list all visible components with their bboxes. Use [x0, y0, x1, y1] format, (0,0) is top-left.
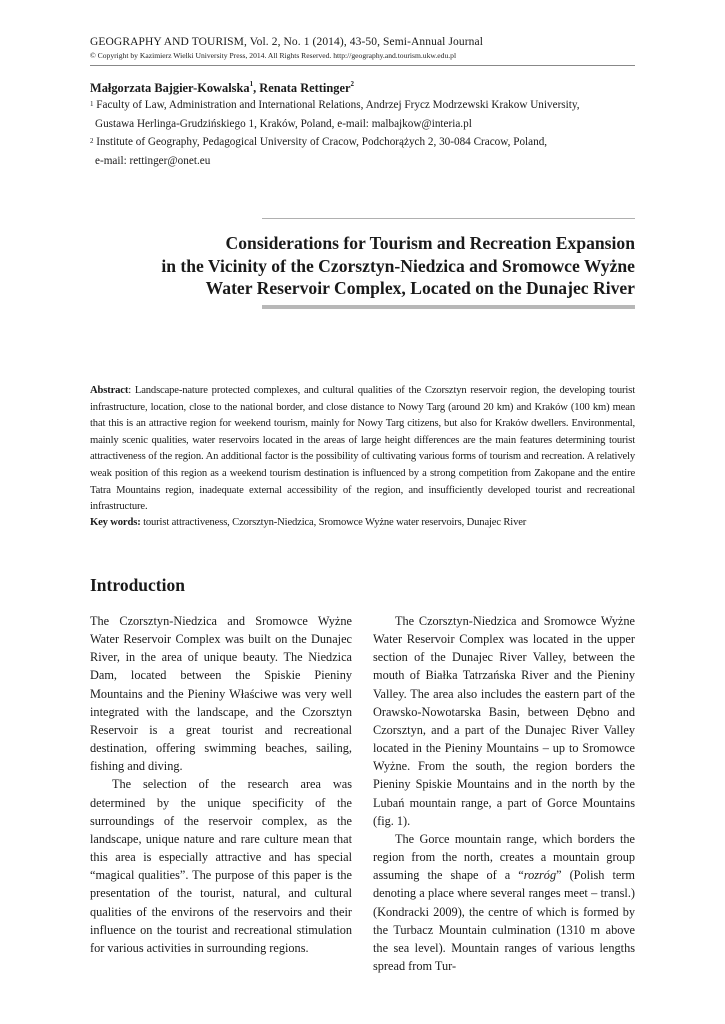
affiliation-1-number: 1 [90, 100, 94, 108]
left-column [90, 612, 352, 957]
keywords-label: Key words: [90, 517, 141, 528]
title-bottom-rule [262, 305, 635, 309]
affiliation-1 [90, 96, 650, 134]
author-1-sup: 1 [249, 80, 254, 88]
paragraph-part: The Gorce mountain range, which borders the region from the north, creates a mountain group assuming the shape of a “ [373, 831, 635, 883]
copyright-line: © Copyright by Kazimierz Wielki University Press, 2014. All Rights Reserved. http://geography.and.tourism.ukw.edu.pl [90, 51, 457, 60]
paragraph-part: ” (Polish term denoting a place where several ranges meet – transl.) (Kondracki 2009), the centre of which is formed by the Turbacz Mountain culmination (1310 m above the sea level). Mountain ranges of various lengths spread from Tur- [373, 868, 635, 973]
affiliation-1-line-2: Gustawa Herlinga-Grudzińskiego 1, Kraków, Poland, e-mail: malbajkow@interia.pl [95, 118, 472, 130]
title-line-2: in the Vicinity of the Czorsztyn-Niedzica and Sromowce Wyżne [161, 255, 635, 276]
emphasis-term: rozróg [523, 868, 557, 883]
right-column [373, 612, 635, 975]
abstract-label: Abstract [90, 385, 129, 396]
affiliation-2-number: 2 [90, 137, 94, 145]
paragraph [373, 830, 635, 975]
author-2: Renata Rettinger [259, 81, 351, 95]
abstract-text: : Landscape-nature protected complexes, and cultural qualities of the Czorsztyn reservoir region, the developing tourist infrastructure, location, close to the national border, and close distance to Nowy Targ (around 20 km) and Kraków (100 km) mean that this is an attractive region for weekend tourism, mainly for Nowy Targ citizens, but also for Kraków dwellers. Environmental, mainly scenic qualities, water reservoirs located in the areas of large height differences are the main features determining tourist attractiveness of the region. An additional factor is the possibility of cultivating various forms of tourism and recreation. A relatively weak position of this region as a weekend tourism destination is influenced by a strong competition from Zakopane and the entire Tatra Mountains region, inadequate external accessibility of the region, and insufficiently developed tourist and recreational infrastructure. [90, 385, 635, 513]
header-divider [90, 65, 635, 66]
author-list [90, 81, 354, 96]
section-heading-introduction: Introduction [90, 575, 185, 595]
title-line-1: Considerations for Tourism and Recreation Expansion [225, 233, 635, 253]
paper-title [115, 232, 635, 300]
affiliation-2 [90, 133, 650, 171]
affiliation-1-line-1: Faculty of Law, Administration and International Relations, Andrzej Frycz Modrzewski Krakow University, [96, 99, 580, 111]
keywords [90, 517, 635, 528]
author-1: Małgorzata Bajgier-Kowalska [90, 81, 250, 95]
paragraph: The Czorsztyn-Niedzica and Sromowce Wyżne Water Reservoir Complex was located in the upper section of the Dunajec River Valley, between the mouth of Białka Tatrzańska River and the Pieniny Valley. The area also includes the eastern part of the Orawsko-Nowotarska Basin, between Dębno and Czorsztyn, and a part of the Dunajec River Valley located in the Pieniny Mountains – up to Sromowce Wyżne. From the south, the region borders the Pieniny Spiskie Mountains and in the north by the Lubań mountain range, a part of Gorce Mountains (fig. 1). [373, 614, 635, 828]
abstract [90, 383, 635, 516]
paragraph: The Czorsztyn-Niedzica and Sromowce Wyżne Water Reservoir Complex was built on the Dunajec River, in the area of unique beauty. The Niedzica Dam, located between the Spiskie Pieniny Mountains and the Pieniny Właściwe was very well integrated with the landscape, and the Czorsztyn Reservoir is a great tourist and recreational destination, offering swimming beaches, sailing, fishing and diving. [90, 614, 352, 774]
paragraph: The selection of the research area was determined by the unique specificity of the surroundings of the reservoir complex, as the landscape, unique nature and rare culture mean that this area is especially attractive and has special “magical qualities”. The purpose of this paper is the presentation of the tourist, natural, and cultural qualities of the environs of the reservoirs and their influence on the tourist and recreational stimulation for various activities in surrounding regions. [90, 777, 352, 955]
author-separator: , [253, 81, 260, 95]
affiliation-2-line-2: e-mail: rettinger@onet.eu [95, 155, 211, 167]
journal-header: GEOGRAPHY AND TOURISM, Vol. 2, No. 1 (2014), 43-50, Semi-Annual Journal [90, 36, 483, 48]
affiliation-2-line-1: Institute of Geography, Pedagogical University of Cracow, Podchorążych 2, 30-084 Cracow, Poland, [96, 136, 548, 148]
title-top-rule [262, 218, 635, 219]
title-line-3: Water Reservoir Complex, Located on the Dunajec River [205, 278, 635, 298]
keywords-text: tourist attractiveness, Czorsztyn-Niedzica, Sromowce Wyżne water reservoirs, Dunajec River [140, 517, 527, 528]
author-2-sup: 2 [350, 80, 354, 88]
